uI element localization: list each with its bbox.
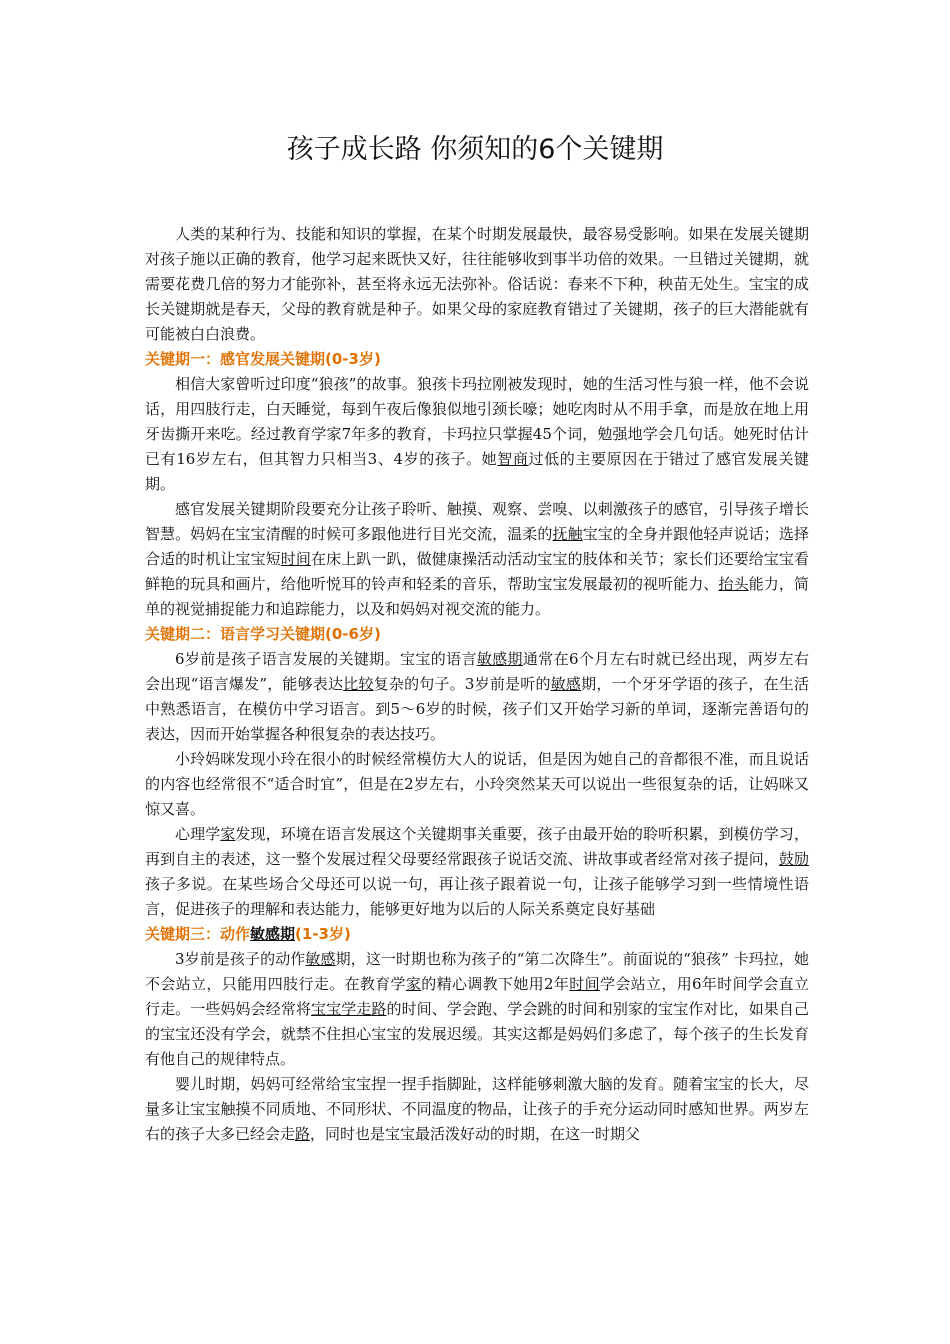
text-run: ，同时也是宝宝最活泼好动的时期，在这一时期父 xyxy=(310,1125,641,1143)
link-mingan[interactable]: 敏感 xyxy=(305,950,336,968)
section3-paragraph-1 xyxy=(145,947,809,1072)
section1-paragraph-2 xyxy=(145,497,809,622)
link-shijian[interactable]: 时间 xyxy=(569,975,600,993)
text-run: 感官发展关键期阶段要充分让孩子聆听、触摸、观察、尝嗅、以刺激孩子的感官，引导孩子增长智慧。妈妈在宝宝清醒的时候可多跟他进行目光交流，温柔的 xyxy=(145,500,809,543)
section1-paragraph-1 xyxy=(145,372,809,497)
heading-run: (1-3岁) xyxy=(295,925,351,943)
section3-heading xyxy=(145,922,809,947)
text-run: 3岁前是孩子的动作 xyxy=(175,950,306,968)
link-shijian[interactable]: 时间 xyxy=(280,550,312,568)
heading-run: 关键期三：动作 xyxy=(145,925,251,943)
text-run: 宝宝的全身并跟他轻声说话；选择合适的时机让宝宝短 xyxy=(145,525,809,568)
text-run: 学会站立，用6年时间学会直立行走。一些妈妈会经常将 xyxy=(145,975,810,1018)
article-body xyxy=(145,222,809,1147)
link-bijiao[interactable]: 比较 xyxy=(343,675,374,693)
link-jia[interactable]: 家 xyxy=(405,975,422,993)
link-taitou[interactable]: 抬头 xyxy=(718,575,749,593)
text-run: 的时间、学会跑、学会跳的时间和别家的宝宝作对比，如果自己的宝宝还没有学会，就禁不住担心宝宝的发展迟缓。其实这都是妈妈们多虑了，每个孩子的生长发育有他自己的规律特点。 xyxy=(145,1000,809,1068)
text-run: 能力，简单的视觉捕捉能力和追踪能力，以及和妈妈对视交流的能力。 xyxy=(145,575,809,618)
section2-paragraph-1 xyxy=(145,647,809,747)
text-run: 6岁前是孩子语言发展的关键期。宝宝的语言 xyxy=(175,650,477,668)
link-mingan[interactable]: 敏感 xyxy=(550,675,582,693)
link-mingan-qi[interactable]: 敏感期 xyxy=(476,650,523,668)
text-run: 过低的主要原因在于错过了感官发展关键期。 xyxy=(145,450,809,493)
text-run: 婴儿时期，妈妈可经常给宝宝捏一捏手指脚趾，这样能够刺激大脑的发育。随着宝宝的长大，尽量多让宝宝触摸不同质地、不同形状、不同温度的物品，让孩子的手充分运动同时感知世界。两岁左右的孩子大多已经会走 xyxy=(145,1075,809,1143)
section1-heading: 关键期一：感官发展关键期(0-3岁) xyxy=(145,350,381,368)
link-baobao-xue-zoulu[interactable]: 宝宝学走路 xyxy=(311,1000,387,1018)
section2-paragraph-2: 小玲妈咪发现小玲在很小的时候经常模仿大人的说话，但是因为她自己的音都很不准，而且说话的内容也经常很不“适合时宜”，但是在2岁左右，小玲突然某天可以说出一些很复杂的话，让妈咪又惊又喜。 xyxy=(145,750,809,818)
page-title: 孩子成长路 你须知的6个关键期 xyxy=(286,134,664,165)
text-run: 复杂的句子。3岁前是听的 xyxy=(373,675,551,693)
text-run: 期，这一时期也称为孩子的“第二次降生”。前面说的“狼孩” 卡玛拉，她不会站立，只能用四肢行走。在教育学 xyxy=(145,950,809,993)
text-run: 孩子多说。在某些场合父母还可以说一句，再让孩子跟着说一句，让孩子能够学习到一些情境性语言，促进孩子的理解和表达能力，能够更好地为以后的人际关系奠定良好基础 xyxy=(145,875,809,918)
text-run: 发现，环境在语言发展这个关键期事关重要，孩子由最开始的聆听积累，到模仿学习，再到自主的表述，这一整个发展过程父母要经常跟孩子说话交流、讲故事或者经常对孩子提问， xyxy=(145,825,809,868)
section2-heading: 关键期二：语言学习关键期(0-6岁) xyxy=(145,625,381,643)
intro-paragraph: 人类的某种行为、技能和知识的掌握，在某个时期发展最快，最容易受影响。如果在发展关键期对孩子施以正确的教育，他学习起来既快又好，往往能够收到事半功倍的效果。一旦错过关键期，就需要花费几倍的努力才能弥补，甚至将永远无法弥补。俗话说：春来不下种，秧苗无处生。宝宝的成长关键期就是春天，父母的教育就是种子。如果父母的家庭教育错过了关键期，孩子的巨大潜能就有可能被白白浪费。 xyxy=(145,225,809,343)
link-zhishang[interactable]: 智商 xyxy=(497,450,529,468)
text-run: 心理学 xyxy=(175,825,221,843)
text-run: 相信大家曾听过印度“狼孩”的故事。狼孩卡玛拉刚被发现时，她的生活习性与狼一样，他不会说话，用四肢行走，白天睡觉，每到午夜后像狼似地引颈长嚎；她吃肉时从不用手拿，而是放在地上用牙齿撕开来吃。经过教育学家7年多的教育，卡玛拉只掌握45个词，勉强地学会几句话。她死时估计已有16岁左右，但其智力只相当3、4岁的孩子。她 xyxy=(145,375,809,468)
section3-paragraph-2 xyxy=(145,1072,809,1147)
link-heading-mingan-qi[interactable]: 敏感期 xyxy=(250,925,296,943)
text-run: 的精心调教下她用2年 xyxy=(421,975,570,993)
text-run: 通常在6个月左右时就已经出现，两岁左右会出现“语言爆发”，能够表达 xyxy=(145,650,809,693)
text-run: 在床上趴一趴，做健康操活动活动宝宝的肢体和关节；家长们还要给宝宝看鲜艳的玩具和画片，给他听悦耳的铃声和轻柔的音乐，帮助宝宝发展最初的视听能力、 xyxy=(145,550,809,593)
link-lu[interactable]: 路 xyxy=(295,1125,311,1143)
text-run: 期，一个牙牙学语的孩子，在生活中熟悉语言，在模仿中学习语言。到5～6岁的时候，孩子们又开始学习新的单词，逐渐完善语句的表达，因而开始掌握各种很复杂的表达技巧。 xyxy=(145,675,809,743)
link-jia[interactable]: 家 xyxy=(220,825,236,843)
link-fuchu[interactable]: 抚触 xyxy=(552,525,583,543)
section2-paragraph-3 xyxy=(145,822,809,922)
link-guli[interactable]: 鼓励 xyxy=(778,850,809,868)
